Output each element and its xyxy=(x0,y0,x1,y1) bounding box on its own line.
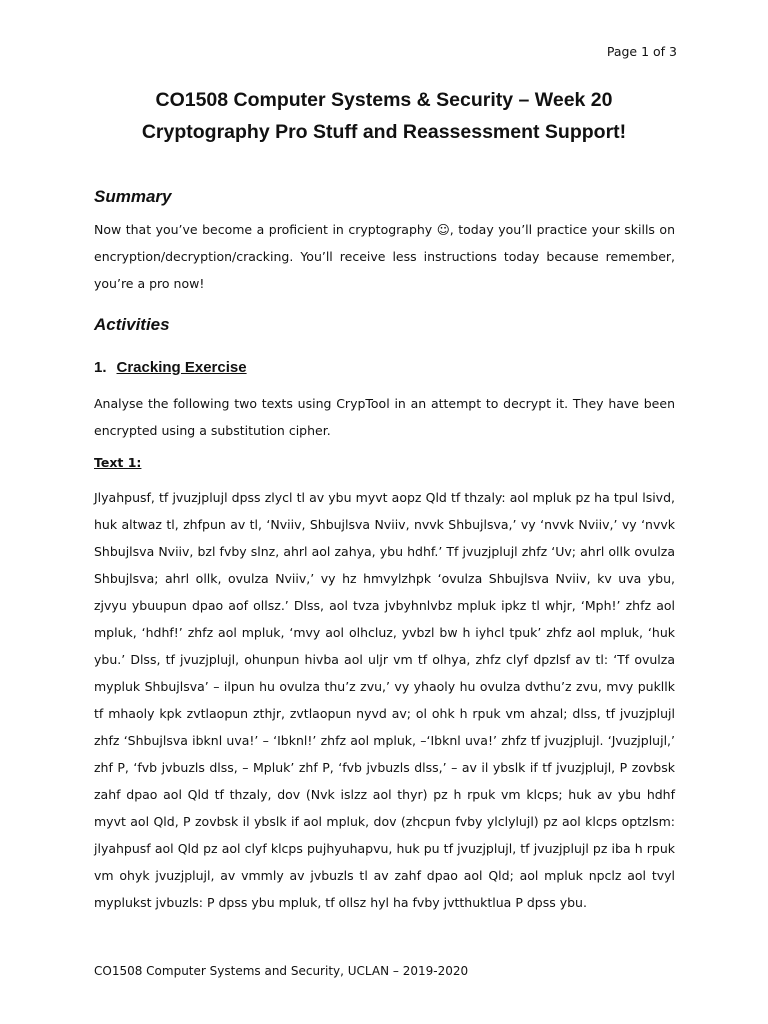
activities-heading: Activities xyxy=(94,315,170,334)
exercise-instructions: Analyse the following two texts using CrypTool in an attempt to decrypt it. They have been encrypted using a substitution cipher. xyxy=(94,396,675,438)
summary-paragraph: Now that you’ve become a proficient in cryptography ☺, today you’ll practice your skills on encryption/decryption/cracking. You’ll receive less instructions today because remember, you’re a pro now! xyxy=(94,222,675,291)
page-footer: CO1508 Computer Systems and Security, UCLAN – 2019-2020 xyxy=(94,964,469,978)
summary-heading: Summary xyxy=(94,187,172,206)
document-title: CO1508 Computer Systems & Security – Week 20 xyxy=(155,89,613,111)
ciphertext-paragraph: Jlyahpusf, tf jvuzjplujl dpss zlycl tl av ybu myvt aopz Qld tf thzaly: aol mpluk pz ha tpul lsivd, huk altwaz tl, zhfpun av tl, ‘Nviiv, Shbujlsva Nviiv, nvvk Shbujlsva,’ vy ‘nvvk Nviiv,’ vy ‘nvvk Shbujlsva Nviiv, bzl fvby slnz, ahrl aol zahya, ybu hdhf.’ Tf jvuzjplujl zhfz ‘Uv; ahrl ollk ovulza Shbujlsva; ahrl ollk, ovulza Nviiv,’ vy hz hmvylzhpk ‘ovulza Shbujlsva Nviiv, kv uva ybu, zjvyu ybuupun dpao aof ollsz.’ Dlss, aol tvza jvbyhnlvbz mpluk ipkz tl whjr, ‘Mph!’ zhfz aol mpluk, ‘hdhf!’ zhfz aol mpluk, ‘mvy aol olhcluz, yvbzl bw h iyhcl tpuk’ zhfz aol mpluk, ‘huk ybu.’ Dlss, tf jvuzjplujl, ohunpun hivba aol uljr vm tf olhya, zhfz clyf dpzlsf av tl: ‘Tf ovulza mypluk Shbujlsva’ – ilpun hu ovulza thu’z zvu,’ vy yhaoly hu ovulza dvthu’z zvu, mvy pukllk tf mhaoly kpk zvtlaopun zthjr, zvtlaopun nyvd av; ol ohk h rpuk vm ahzal; dlss, tf jvuzjplujl zhfz ‘Shbujlsva ibknl uva!’ – ‘Ibknl!’ zhfz aol mpluk, –‘Ibknl uva!’ zhfz tf jvuzjplujl. ‘Jvuzjplujl,’ zhf P, ‘fvb jvbuzls dlss, – Mpluk’ zhf P, ‘fvb jvbuzls dlss,’ – av il ybslk if tf jvuzjplujl, P zovbsk zahf dpao aol Qld tf thzaly, dov (Nvk islzz aol thyr) pz h rpuk vm klcps; huk av ybu hdhf myvt aol Qld, P zovbsk il ybslk if aol mpluk, dov (zhcpun fvby ylclylujl) pz aol klcps optzlsm: jlyahpusf aol Qld pz aol clyf klcps pujhyuhapvu, huk pu tf jvuzjplujl, tf jvuzjplujl pz iba h rpuk vm ohyk jvuzjplujl, av vmmly av jvbuzls tl av zahf dpao aol Qld; aol mpluk npclz aol tvyl myplukst jvbuzls: P dpss ybu mpluk, tf ollsz hyl ha fvby jvtthuktluа P dpss ybu. xyxy=(94,490,675,910)
section-title: Cracking Exercise xyxy=(116,359,247,376)
section-number: 1. xyxy=(94,359,107,376)
text-1-label: Text 1: xyxy=(94,455,142,470)
page-number: Page 1 of 3 xyxy=(606,44,677,59)
document-subtitle: Cryptography Pro Stuff and Reassessment Support! xyxy=(141,121,627,143)
section-heading-cracking-exercise xyxy=(94,359,247,376)
